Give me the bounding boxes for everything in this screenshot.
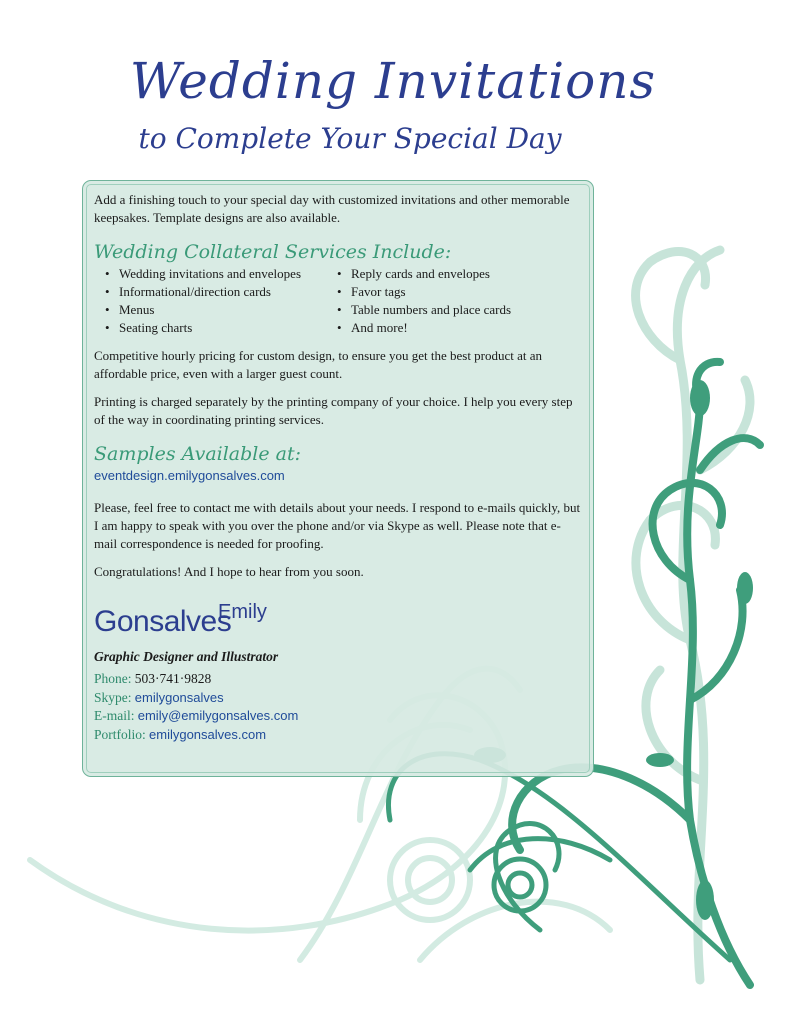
services-column-right <box>326 265 511 337</box>
info-panel <box>82 180 594 777</box>
services-column-left <box>94 265 326 337</box>
list-item: • And more! <box>337 320 408 335</box>
email-link[interactable]: emily@emilygonsalves.com <box>137 708 299 723</box>
bullet-icon: • <box>105 266 110 281</box>
bullet-icon: • <box>337 284 342 299</box>
services-heading: Wedding Collateral Services Include: <box>94 241 452 263</box>
signature-logo <box>94 601 334 664</box>
phone-value: 503·741·9828 <box>134 671 212 686</box>
contact-phone <box>94 670 583 689</box>
contact-email <box>94 707 583 726</box>
contact-paragraph: Please, feel free to contact me with details about your needs. I respond to e-mails quickly, but I am happy to speak with you over the phone and/or via Skype as well. Please note that e-mail correspondence is needed for proofing. <box>94 500 581 551</box>
contact-details <box>94 670 583 744</box>
samples-heading: Samples Available at: <box>94 443 302 465</box>
list-item: • Wedding invitations and envelopes <box>105 266 301 281</box>
list-item: • Menus <box>105 302 155 317</box>
pricing-paragraph: Competitive hourly pricing for custom design, to ensure you get the best product at an affordable price, even with a larger guest count. <box>94 348 543 381</box>
portfolio-label: Portfolio: <box>94 726 146 742</box>
bullet-icon: • <box>105 284 110 299</box>
list-item: • Favor tags <box>337 284 406 299</box>
page-subtitle: to Complete Your Special Day <box>138 122 562 155</box>
services-list <box>94 265 583 337</box>
bullet-icon: • <box>105 302 110 317</box>
intro-paragraph: Add a finishing touch to your special day with customized invitations and other memorable keepsakes. Template designs are also available. <box>94 192 570 225</box>
bullet-icon: • <box>337 302 342 317</box>
closing-paragraph: Congratulations! And I hope to hear from you soon. <box>94 564 364 579</box>
samples-link[interactable]: eventdesign.emilygonsalves.com <box>94 468 285 483</box>
signature-role: Graphic Designer and Illustrator <box>94 649 279 664</box>
portfolio-link[interactable]: emilygonsalves.com <box>149 726 267 742</box>
bullet-icon: • <box>337 266 342 281</box>
list-item: • Informational/direction cards <box>105 284 271 299</box>
phone-label: Phone: <box>94 671 132 686</box>
list-item: • Seating charts <box>105 320 193 335</box>
signature-first-name: Emily <box>218 601 267 623</box>
signature-last-name: Gonsalves <box>94 605 232 638</box>
skype-link[interactable]: emilygonsalves <box>134 689 224 705</box>
list-item: • Table numbers and place cards <box>337 302 512 317</box>
bullet-icon: • <box>337 320 342 335</box>
list-item: • Reply cards and envelopes <box>337 266 490 281</box>
page-title: Wedding Invitations <box>129 52 657 110</box>
printing-paragraph: Printing is charged separately by the printing company of your choice. I help you every step of the way in coordinating printing services. <box>94 394 573 427</box>
contact-skype <box>94 689 583 708</box>
contact-portfolio <box>94 726 583 745</box>
bullet-icon: • <box>105 320 110 335</box>
skype-label: Skype: <box>94 689 132 705</box>
email-label: E-mail: <box>94 708 135 723</box>
